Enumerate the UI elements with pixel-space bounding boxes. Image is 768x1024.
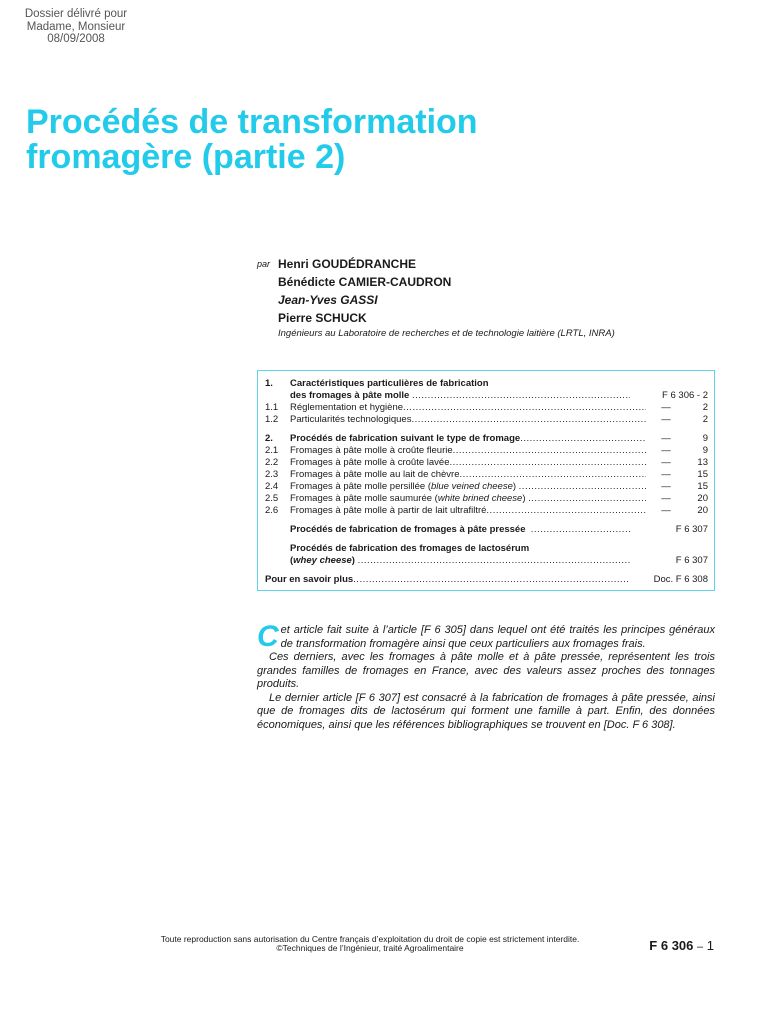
toc-entry[interactable]: 2.4 Fromages à pâte molle persillée (blue veined cheese) ..... — 15 [265, 481, 708, 493]
toc-section-title: Caractéristiques particulières de fabrication [290, 378, 489, 389]
stamp-line: Madame, Monsieur [26, 20, 126, 33]
toc-entry[interactable]: 1.2 Particularités technologiques ..... — 2 [265, 414, 708, 426]
title-line-1: Procédés de transformation [26, 103, 478, 141]
document-code: F 6 306 [649, 938, 694, 953]
author-name: Pierre SCHUCK [278, 311, 367, 325]
author-name: Bénédicte CAMIER-CAUDRON [278, 275, 452, 289]
toc-ref: F 6 307 [675, 555, 708, 566]
toc-entry[interactable]: 2.6 Fromages à pâte molle à partir de lait ultrafiltré ..... — 20 [265, 505, 708, 517]
toc-section-title: Procédés de fabrication suivant le type de fromage [290, 433, 521, 444]
toc-section-title: Procédés de fabrication de fromages à pâte pressée [290, 524, 526, 535]
toc-section-title: Pour en savoir plus [265, 574, 354, 585]
intro-paragraph: Ces derniers, avec les fromages à pâte molle et à pâte pressée, représentent les trois grandes familles de fromages en France, avec des valeurs assez proches des tonnages produits. [257, 651, 715, 690]
intro-paragraph: Le dernier article [F 6 307] est consacré à la fabrication de fromages à pâte pressée, ainsi que de fromages dits de lactosérum qui forment une famille à part. Enfin, des données économiques, ainsi que les références bibliographiques se trouvent en [Doc. F 6 308]. [257, 691, 715, 731]
toc-entry[interactable]: 1.1 Réglementation et hygiène ..... — 2 [265, 402, 708, 414]
introduction-text [257, 620, 715, 732]
toc-further-reading[interactable] [265, 574, 708, 586]
intro-paragraph: Cet article fait suite à l’article [F 6 305] dans lequel ont été traités les principes généraux de transformation fromagère ainsi que ceux particuliers aux fromages frais. [257, 620, 715, 653]
toc-ref: F 6 307 [675, 524, 708, 535]
copyright-notice: Toute reproduction sans autorisation du Centre français d’exploitation du droit de copie est strictement interdite. ©Techniques de l’Ingénieur, traité Agroalimentaire [160, 934, 580, 953]
toc-entry[interactable]: 2.3 Fromages à pâte molle au lait de chèvre ..... — 15 [265, 469, 708, 481]
author-name: Jean-Yves GASSI [278, 293, 378, 307]
toc-whey-title[interactable]: Procédés de fabrication des fromages de lactosérum [290, 543, 530, 554]
toc-pressed[interactable] [265, 524, 708, 536]
document-title [26, 105, 478, 175]
toc-section-2[interactable]: 2. Procédés de fabrication suivant le type de fromage ..... — 9 [265, 433, 708, 445]
authors-prefix: par [257, 259, 271, 269]
stamp-date: 08/09/2008 [47, 33, 105, 45]
page-number: 1 [706, 938, 714, 953]
toc-entry[interactable]: 2.2 Fromages à pâte molle à croûte lavée ..... — 13 [265, 457, 708, 469]
author-name: Henri GOUDÉDRANCHE [278, 257, 417, 271]
delivery-stamp [20, 8, 132, 46]
table-of-contents [257, 370, 715, 591]
toc-entry[interactable]: 2.5 Fromages à pâte molle saumurée (white brined cheese) ..... — 20 [265, 493, 708, 505]
toc-section-title: des fromages à pâte molle [290, 390, 410, 401]
authors-affiliation: Ingénieurs au Laboratoire de recherches et de technologie laitière (LRTL, INRA) [278, 328, 615, 339]
page-folio: F 6 306 – 1 [649, 938, 714, 953]
authors-block [257, 255, 727, 340]
toc-section-1[interactable]: 1. Caractéristiques particulières de fabrication [265, 378, 489, 389]
toc-ref: F 6 306 - 2 [662, 390, 708, 401]
toc-entry[interactable]: 2.1 Fromages à pâte molle à croûte fleurie ..... — 9 [265, 445, 708, 457]
title-line-2: fromagère (partie 2) [26, 138, 346, 176]
stamp-line: Dossier délivré pour [24, 8, 128, 20]
toc-ref: Doc. F 6 308 [653, 574, 708, 585]
drop-cap: C [257, 620, 279, 653]
toc-whey[interactable]: (whey cheese) ..... F 6 307 [265, 555, 708, 567]
toc-section-1-cont[interactable] [265, 390, 708, 402]
